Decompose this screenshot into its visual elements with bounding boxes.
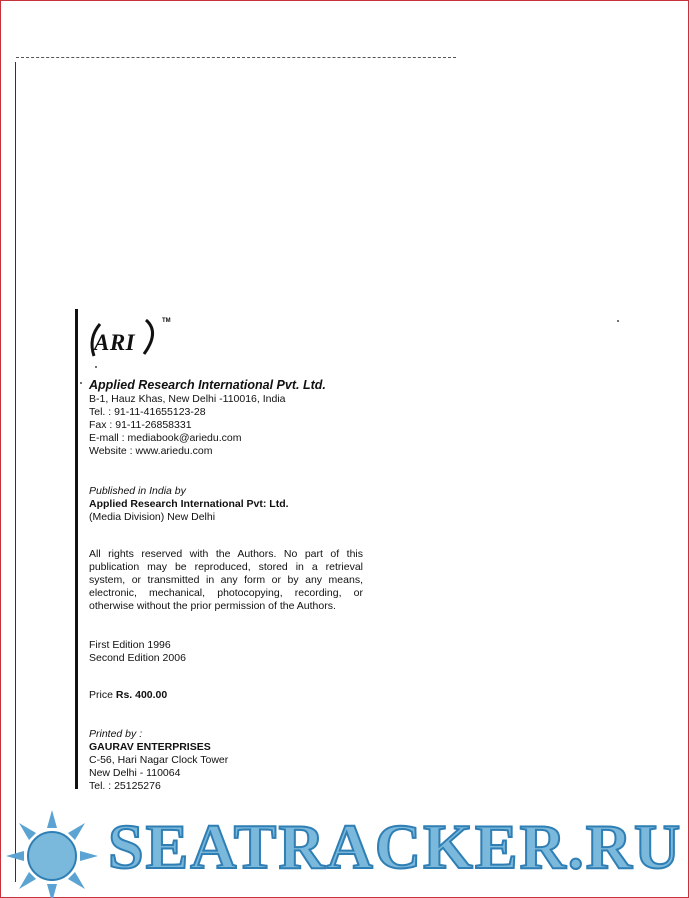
- publisher-website: Website : www.ariedu.com: [89, 445, 213, 457]
- published-block: [89, 485, 289, 524]
- watermark-text: SEATRACKER.RU: [108, 811, 683, 882]
- publisher-block: [89, 378, 326, 458]
- first-edition: First Edition 1996: [89, 639, 171, 651]
- printer-address-2: New Delhi - 110064: [89, 767, 181, 779]
- publisher-email: E-mall : mediabook@ariedu.com: [89, 432, 242, 444]
- price-line: [89, 689, 167, 702]
- scan-speck: [617, 320, 619, 322]
- scan-speck: [95, 366, 97, 368]
- published-company: Applied Research International Pvt: Ltd.: [89, 498, 289, 510]
- scan-speck: [80, 382, 82, 384]
- second-edition: Second Edition 2006: [89, 652, 186, 664]
- trademark-mark: TM: [162, 318, 171, 324]
- publisher-address: B-1, Hauz Khas, New Delhi -110016, India: [89, 393, 286, 405]
- margin-bar: [75, 309, 78, 789]
- logo-text: ARI: [94, 330, 136, 355]
- scan-left-edge: [15, 62, 16, 882]
- editions-block: [89, 639, 186, 665]
- price-value: Rs. 400.00: [115, 689, 168, 701]
- printer-block: [89, 728, 228, 793]
- scan-top-rule: [16, 57, 456, 58]
- publisher-tel: Tel. : 91-11-41655123-28: [89, 406, 206, 418]
- published-division: (Media Division) New Delhi: [89, 511, 216, 523]
- publisher-name: Applied Research International Pvt. Ltd.: [89, 378, 326, 392]
- printer-intro: Printed by :: [89, 728, 143, 740]
- published-intro: Published in India by: [89, 485, 186, 497]
- printer-address-1: C-56, Hari Nagar Clock Tower: [89, 754, 229, 766]
- ari-logo: [86, 312, 176, 362]
- publisher-fax: Fax : 91-11-26858331: [89, 419, 192, 431]
- price-label: Price: [89, 689, 113, 701]
- printer-name: GAURAV ENTERPRISES: [89, 741, 211, 753]
- rights-paragraph: All rights reserved with the Authors. No part of this publication may be reproduced, stored in a retrieval system, or transmitted in any form or by any means, electronic, mechanical, photocopying, recording, or otherwise without the prior permission of the Authors.: [89, 548, 363, 612]
- printer-tel: Tel. : 25125276: [89, 780, 161, 792]
